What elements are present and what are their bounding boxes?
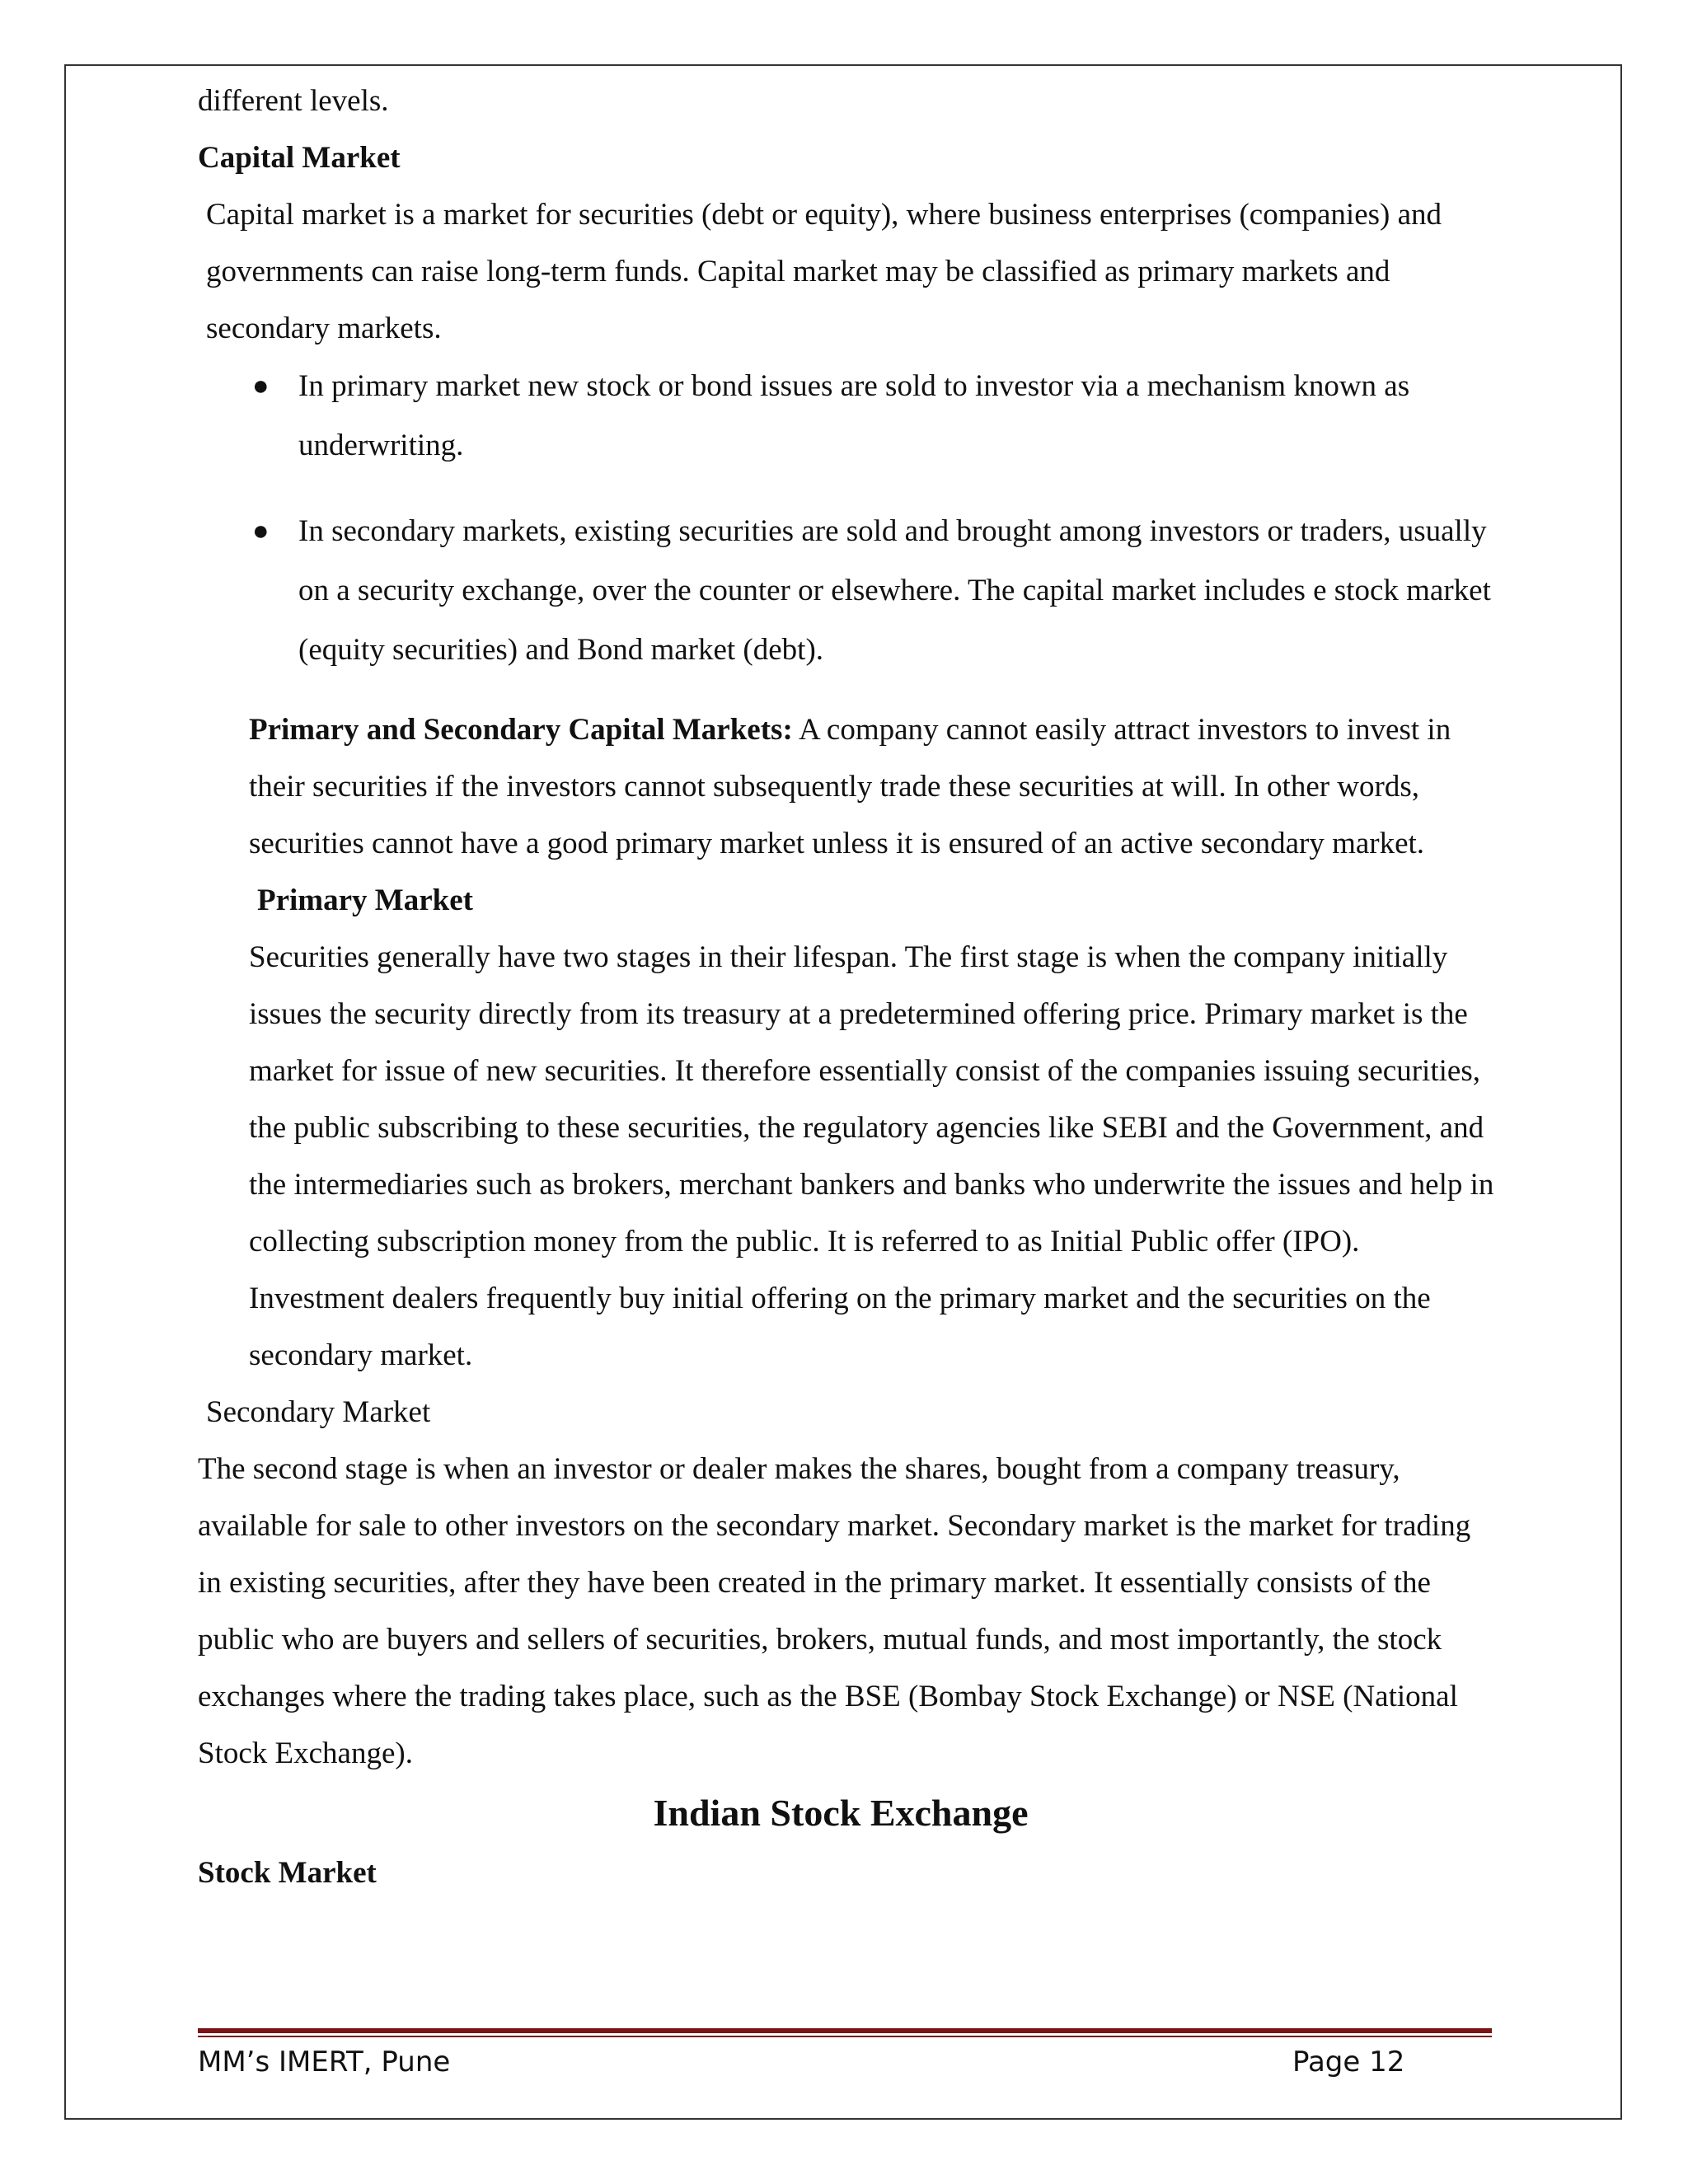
bullet-icon: ● xyxy=(252,371,270,401)
footer-rule-thick xyxy=(198,2028,1492,2033)
footer-rule-thin xyxy=(198,2036,1492,2037)
primary-market-paragraph: Securities generally have two stages in their lifespan. The first stage is when the company initially issues the security directly from its treasury at a predetermined offering price. Primary market is the market for issue of new securities. It therefore essentially consist of the companies issuing securities, the public subscribing to these securities, the regulatory agencies like SEBI and the Government, and the intermediaries such as brokers, merchant bankers and banks who underwrite the issues and help in collecting subscription money from the public. It is referred to as Initial Public offer (IPO). Investment dealers frequently buy initial offering on the primary market and the securities on the secondary market. xyxy=(249,940,1494,1372)
secondary-market-paragraph: The second stage is when an investor or dealer makes the shares, bought from a company treasury, available for sale to other investors on the secondary market. Secondary market is the market for trading in existing securities, after they have been created in the primary market. It essentially consists of the public who are buyers and sellers of securities, brokers, mutual funds, and most importantly, the stock exchanges where the trading takes place, such as the BSE (Bombay Stock Exchange) or NSE (National Stock Exchange). xyxy=(198,1452,1471,1770)
section-title: Indian Stock Exchange xyxy=(653,1792,1029,1834)
continuation-line: different levels. xyxy=(198,84,389,118)
primary-market-heading: Primary Market xyxy=(257,883,473,917)
stock-market-heading: Stock Market xyxy=(198,1856,377,1890)
capital-market-bullet-list xyxy=(198,357,1500,680)
primary-secondary-lead: Primary and Secondary Capital Markets: xyxy=(249,713,793,747)
primary-secondary-paragraph xyxy=(198,701,1500,872)
bullet-icon: ● xyxy=(252,516,270,546)
footer-institution: MM’s IMERT, Pune xyxy=(198,2046,451,2079)
bullet-primary-market xyxy=(198,357,1500,476)
page-content xyxy=(198,73,1500,1901)
footer-page-number: Page 12 xyxy=(1292,2046,1405,2079)
capital-market-heading: Capital Market xyxy=(198,141,401,175)
bullet-text: In secondary markets, existing securities are sold and brought among investors or traders, usually on a security exchange, over the counter or elsewhere. The capital market includes e stock market (equity securities) and Bond market (debt). xyxy=(298,514,1491,667)
secondary-market-heading: Secondary Market xyxy=(206,1395,431,1429)
bullet-secondary-market xyxy=(198,502,1500,680)
bullet-text: In primary market new stock or bond issues are sold to investor via a mechanism known as underwriting. xyxy=(298,369,1410,462)
primary-secondary-text: A company cannot easily attract investors to invest in their securities if the investors cannot subsequently trade these securities at will. In other words, securities cannot have a good primary market unless it is ensured of an active secondary market. xyxy=(249,713,1451,860)
capital-market-paragraph: Capital market is a market for securities (debt or equity), where business enterprises (companies) and governments can raise long-term funds. Capital market may be classified as primary markets and secondary markets. xyxy=(206,198,1442,345)
